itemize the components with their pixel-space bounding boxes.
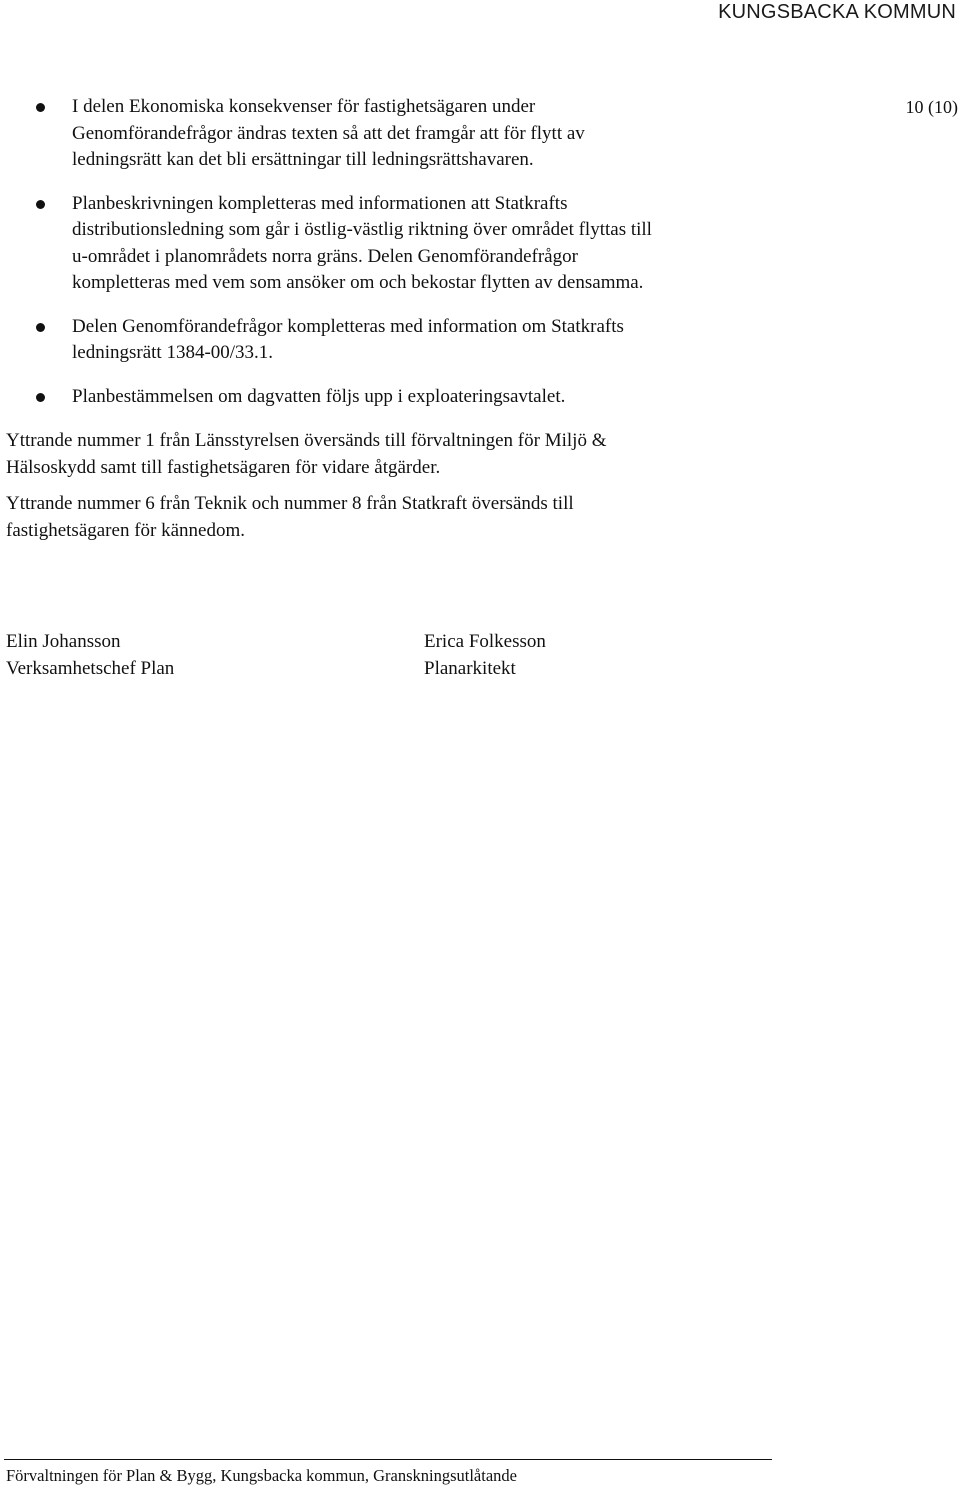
organization-header: KUNGSBACKA KOMMUN [718,1,956,23]
footer-divider [4,1459,772,1460]
bullet-line: u-området i planområdets norra gräns. Delen Genomförandefrågor [72,245,578,267]
bullet-item [0,94,780,174]
bullet-dot-icon [36,393,45,402]
signatory-name: Elin Johansson [6,631,121,652]
bullet-line: Planbestämmelsen om dagvatten följs upp i exploateringsavtalet. [72,385,566,407]
paragraph-line: fastighetsägaren för kännedom. [6,519,245,541]
statement-paragraph [6,428,766,481]
bullet-line: I delen Ekonomiska konsekvenser för fastighetsägaren under [72,96,536,117]
bullet-dot-icon [36,323,45,332]
signatory-name: Erica Folkesson [424,631,546,652]
signature-block [424,629,546,682]
decision-bullet-list [0,94,780,427]
bullet-item [0,191,780,297]
bullet-line: ledningsrätt 1384-00/33.1. [72,342,274,363]
bullet-line: Planbeskrivningen kompletteras med informationen att Statkrafts [72,192,568,214]
bullet-item [0,384,780,411]
bullet-line: Delen Genomförandefrågor kompletteras med information om Statkrafts [72,315,624,337]
bullet-item [0,314,780,367]
page-number: 10 (10) [905,97,958,117]
footer-text: Förvaltningen för Plan & Bygg, Kungsbacka kommun, Granskningsutlåtande [6,1466,517,1485]
signatory-title: Verksamhetschef Plan [6,657,175,679]
bullet-line: distributionsledning som går i östlig-västlig riktning över området flyttas till [72,219,652,240]
bullet-dot-icon [36,200,45,209]
paragraph-line: Yttrande nummer 1 från Länsstyrelsen översänds till förvaltningen för Miljö & [6,430,607,451]
bullet-dot-icon [36,103,45,112]
signature-block [6,629,174,682]
statement-paragraph [6,491,766,544]
bullet-line: kompletteras med vem som ansöker om och bekostar flytten av densamma. [72,272,644,293]
paragraph-line: Yttrande nummer 6 från Teknik och nummer 8 från Statkraft översänds till [6,493,574,514]
paragraph-line: Hälsoskydd samt till fastighetsägaren för vidare åtgärder. [6,456,441,478]
bullet-line: Genomförandefrågor ändras texten så att det framgår att för flytt av [72,122,585,144]
bullet-line: ledningsrätt kan det bli ersättningar till ledningsrättshavaren. [72,149,534,170]
signatory-title: Planarkitekt [424,657,516,679]
